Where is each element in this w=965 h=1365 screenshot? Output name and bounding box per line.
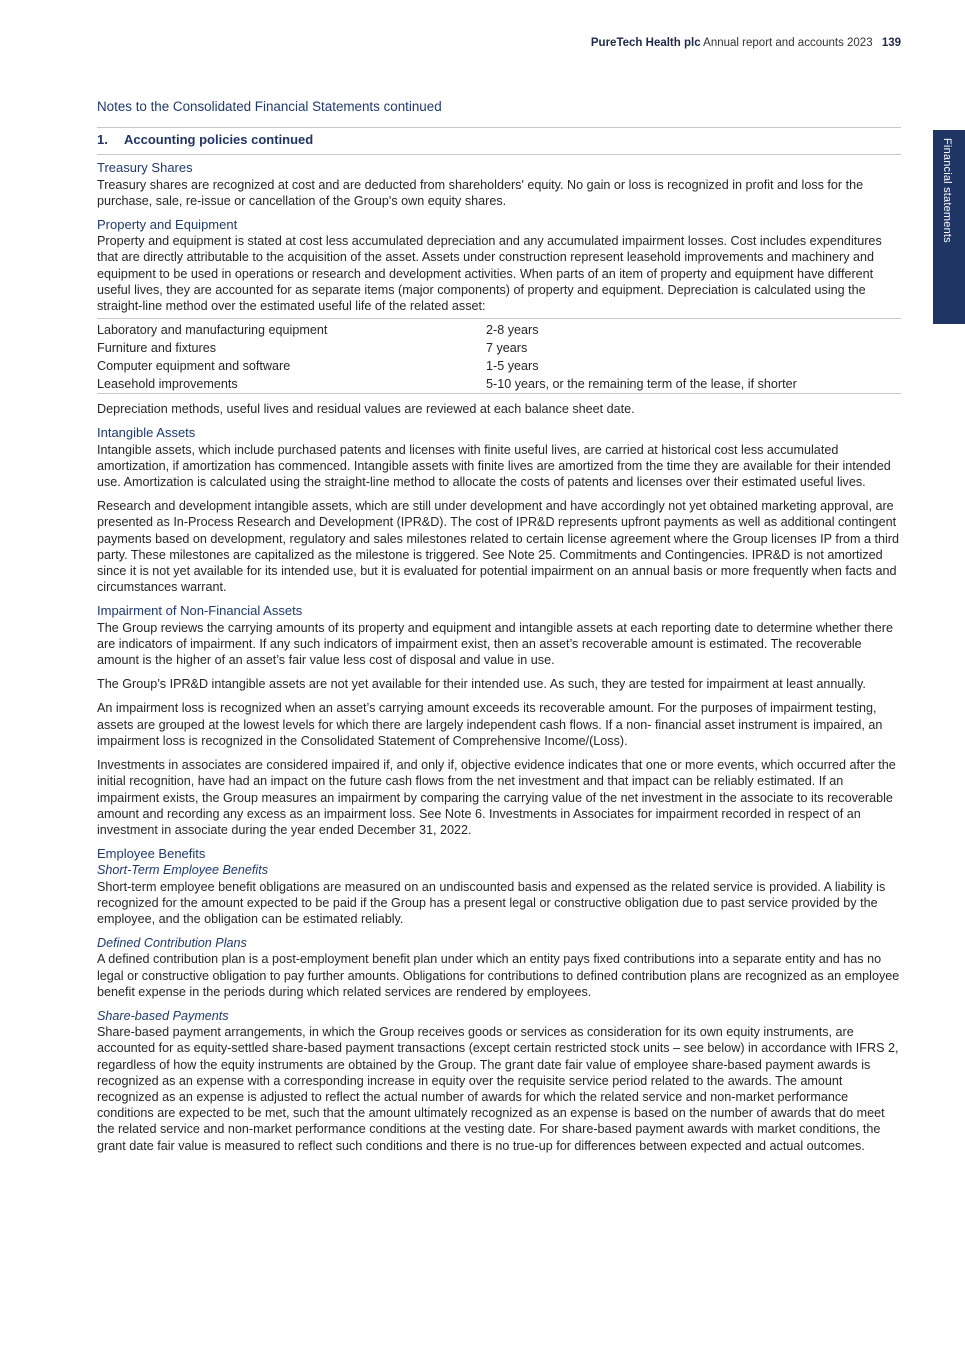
table-row bbox=[97, 375, 901, 394]
impairment-heading: Impairment of Non-Financial Assets bbox=[97, 603, 303, 619]
short-term-benefits-text: Short-term employee benefit obligations are measured on an undiscounted basis and expensed as the related service is provided. A liability is recognized for the amount expected to be paid if the Group has a present legal or constructive obligation due to past service provided by the employee, and the obligation can be estimated reliably. bbox=[97, 879, 886, 926]
ipr-d-text: Research and development intangible assets, which are still under development and have accordingly not yet obtained marketing approval, are presented as In-Process Research and Development (IPR&D). The cost of IPR&D represents upfront payments as well as additional contingent payments based on development, regulatory and sales milestones related to certain license agreement where the Group licenses IP from a third party. These milestones are capitalized as the milestone is triggered. See Note 25. Commitments and Contingencies. IPR&D is not amortized since it is not yet available for its intended use, but it is evaluated for potential impairment on an annual basis or more frequently when facts and circumstances warrant. bbox=[97, 499, 900, 595]
asset-class: Computer equipment and software bbox=[97, 359, 291, 374]
useful-life: 5-10 years, or the remaining term of the lease, if shorter bbox=[486, 377, 797, 392]
page-header bbox=[591, 37, 901, 49]
share-based-payments-text: Share-based payment arrangements, in which the Group receives goods or services as consideration for its own equity instruments, are accounted for as equity-settled share-based payment transactions (except certain restricted stock units – see below) in accordance with IFRS 2, regardless of how the equity instruments are obtained by the Group. The grant date fair value of employee share-based payment awards is recognized as an expense with a corresponding increase in equity over the requisite service period related to the awards. The amount recognized as an expense is adjusted to reflect the actual number of awards for which the related service and non-market performance conditions are expected to be met, such that the amount ultimately recognized as an expense is based on the number of awards that do meet the related service and non-market performance conditions at the vesting date. For share-based payment awards with market conditions, the grant date fair value is measured to reflect such conditions and there is no true-up for differences between expected and actual outcomes. bbox=[97, 1025, 899, 1153]
intangible-assets-heading: Intangible Assets bbox=[97, 425, 196, 441]
impairment-text-1: The Group reviews the carrying amounts of its property and equipment and intangible assets at each reporting date to determine whether there are indicators of impairment. If any such indicators of impairment exist, then an asset’s recoverable amount is estimated. The recoverable amount is the higher of an asset’s fair value less cost of disposal and value in use. bbox=[97, 620, 893, 668]
useful-life: 2-8 years bbox=[486, 323, 539, 338]
company-name: PureTech Health plc bbox=[590, 37, 701, 49]
useful-life: 1-5 years bbox=[486, 359, 539, 374]
section-title: Accounting policies continued bbox=[124, 132, 314, 148]
treasury-shares-heading: Treasury Shares bbox=[97, 160, 193, 176]
asset-class: Laboratory and manufacturing equipment bbox=[97, 323, 328, 338]
defined-contribution-text: A defined contribution plan is a post-employment benefit plan under which an entity pays fixed contributions into a separate entity and has no legal or constructive obligation to pay further amounts. Obligations for contributions to defined contribution plans are recognized as an employee benefit expense in the periods during which related services are rendered by employees. bbox=[97, 952, 900, 999]
treasury-shares-text: Treasury shares are recognized at cost and are deducted from shareholders' equity. No gain or loss is recognized in profit and loss for the purchase, sale, re-issue or cancellation of the Group's own equity shares. bbox=[97, 177, 864, 208]
defined-contribution-heading: Defined Contribution Plans bbox=[97, 936, 247, 951]
asset-class: Furniture and fixtures bbox=[97, 341, 216, 356]
share-based-payments-heading: Share-based Payments bbox=[97, 1008, 229, 1023]
notes-title: Notes to the Consolidated Financial Statements continued bbox=[97, 99, 442, 114]
page-number: 139 bbox=[881, 37, 901, 49]
asset-class: Leasehold improvements bbox=[97, 377, 238, 392]
section-heading bbox=[97, 127, 901, 155]
side-tab-label: Financial statements bbox=[941, 138, 953, 243]
property-equipment-text: Property and equipment is stated at cost less accumulated depreciation and any accumulated impairment losses. Cost includes expenditures that are directly attributable to the acquisition of the asset. Assets under construction represent leasehold improvements and machinery and equipment to be used in operations or research and development activities. When parts of an item of property and equipment have different useful lives, they are accounted for as separate items (major components) of property and equipment. Depreciation is calculated using the straight-line method over the estimated useful life of the related asset: bbox=[97, 234, 882, 314]
useful-life-table bbox=[97, 318, 901, 394]
section-side-tab[interactable] bbox=[933, 130, 965, 324]
report-title: Annual report and accounts 2023 bbox=[703, 37, 873, 49]
section-number: 1. bbox=[97, 132, 108, 148]
impairment-text-3: An impairment loss is recognized when an asset’s carrying amount exceeds its recoverable amount. For the purposes of impairment testing, assets are grouped at the lowest levels for which there are largely independent cash flows. If a non- financial asset instrument is impaired, an impairment loss is recognized in the Consolidated Statement of Comprehensive Income/(Loss). bbox=[97, 701, 883, 748]
table-row bbox=[97, 319, 901, 340]
table-row bbox=[97, 339, 901, 357]
impairment-text-2: The Group’s IPR&D intangible assets are not yet available for their intended use. As such, they are tested for impairment at least annually. bbox=[97, 677, 866, 692]
property-equipment-heading: Property and Equipment bbox=[97, 217, 238, 233]
useful-life: 7 years bbox=[486, 341, 528, 356]
intangible-assets-text: Intangible assets, which include purchased patents and licenses with finite useful lives, are carried at historical cost less accumulated amortization, if amortization has commenced. Intangible assets with finite lives are amortized from the time they are available for their intended use. Amortization is calculated using the straight-line method to allocate the costs of patents and licenses over their estimated useful lives. bbox=[97, 442, 891, 490]
page-content bbox=[97, 99, 901, 1162]
table-row bbox=[97, 357, 901, 375]
employee-benefits-heading: Employee Benefits bbox=[97, 846, 206, 862]
impairment-text-4: Investments in associates are considered impaired if, and only if, objective evidence indicates that one or more events, which occurred after the initial recognition, have had an impact on the future cash flows from the net investment and that impact can be reliably estimated. If an impairment exists, the Group measures an impairment by comparing the carrying value of the net investment in the associate to its recoverable amount and recording any excess as an impairment loss. See Note 6. Investments in Associates for impairment recorded in respect of an investment in associate during the year ended December 31, 2022. bbox=[97, 758, 896, 837]
short-term-benefits-heading: Short-Term Employee Benefits bbox=[97, 863, 269, 878]
depreciation-review-text: Depreciation methods, useful lives and residual values are reviewed at each balance sheet date. bbox=[97, 402, 635, 417]
